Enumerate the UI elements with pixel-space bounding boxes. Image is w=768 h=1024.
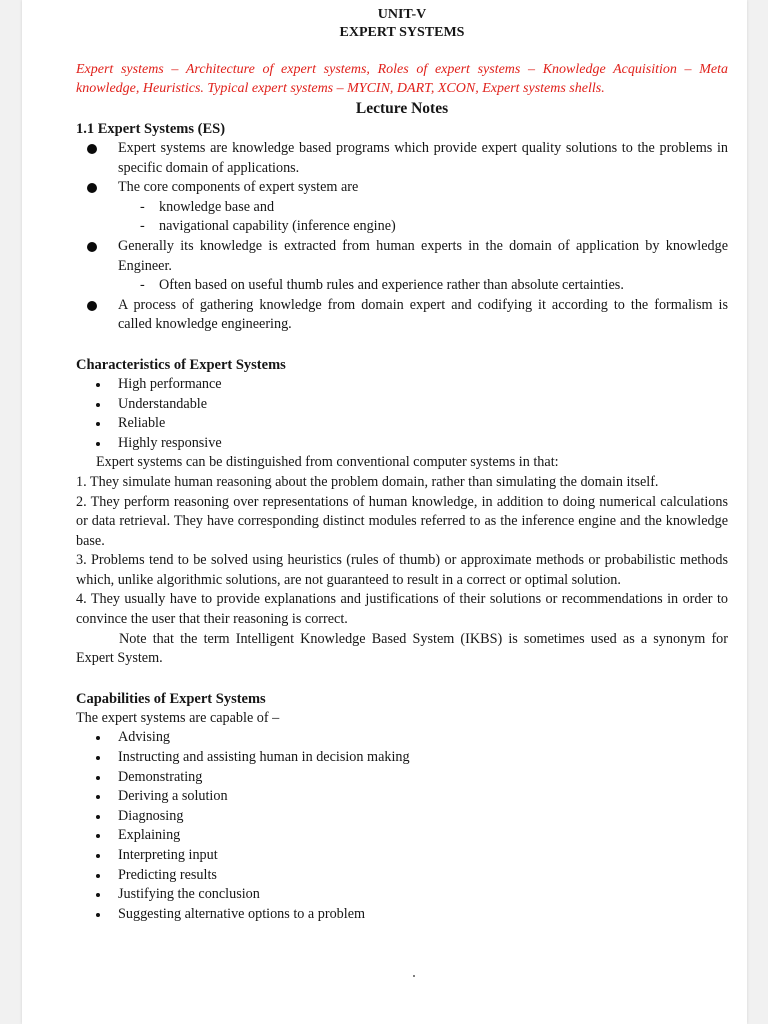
list-item: Reliable: [76, 414, 728, 434]
page-speck: [413, 975, 415, 977]
list-item: Explaining: [76, 826, 728, 846]
document-page: [22, 0, 747, 1024]
list-item: Demonstrating: [76, 768, 728, 788]
characteristic-point: 1. They simulate human reasoning about the problem domain, rather than simulating the domain itself.: [76, 473, 659, 490]
list-item: - knowledge base and: [76, 198, 728, 218]
list-item: Expert systems are knowledge based programs which provide expert quality solutions to the problems in specific domain of applications.: [76, 139, 728, 178]
list-item: Advising: [76, 728, 728, 748]
expert-systems-bullets-3: [76, 296, 728, 335]
characteristics-list: [76, 375, 728, 453]
list-item: Predicting results: [76, 866, 728, 886]
unit-title: EXPERT SYSTEMS: [339, 25, 465, 40]
capabilities-list: [76, 728, 728, 924]
syllabus-topics: Expert systems – Architecture of expert systems, Roles of expert systems – Knowledge Acquisition – Meta knowledge, Heuristics. Typical expert systems – MYCIN, DART, XCON, Expert systems shells.: [76, 62, 728, 96]
list-item: Interpreting input: [76, 846, 728, 866]
list-item: Diagnosing: [76, 807, 728, 827]
list-item: Generally its knowledge is extracted from human experts in the domain of application by knowledge Engineer.: [76, 237, 728, 276]
characteristics-intro: Expert systems can be distinguished from conventional computer systems in that:: [96, 454, 559, 471]
capabilities-intro: The expert systems are capable of –: [76, 709, 280, 726]
expert-systems-bullets: [76, 139, 728, 198]
characteristic-point: 4. They usually have to provide explanations and justifications of their solutions or recommendations in order to convince the user that their reasoning is correct.: [76, 591, 728, 628]
section-heading-expert-systems: 1.1 Expert Systems (ES): [76, 121, 226, 137]
section-heading-capabilities: Capabilities of Expert Systems: [76, 690, 266, 707]
list-item: Suggesting alternative options to a problem: [76, 905, 728, 925]
lecture-notes-heading: Lecture Notes: [355, 100, 449, 117]
characteristic-point: 2. They perform reasoning over representations of human knowledge, in addition to doing numerical calculations or data retrieval. They have corresponding distinct modules referred to as the inference engine and the knowledge base.: [76, 493, 728, 549]
list-item: Instructing and assisting human in decision making: [76, 748, 728, 768]
spacer: [76, 669, 728, 689]
list-item: Deriving a solution: [76, 787, 728, 807]
characteristic-point: 3. Problems tend to be solved using heuristics (rules of thumb) or approximate methods or probabilistic methods which, unlike algorithmic solutions, are not guaranteed to result in a correct or optimal solution.: [76, 552, 728, 588]
knowledge-note-list: [76, 276, 728, 296]
ikbs-note: Note that the term Intelligent Knowledge Based System (IKBS) is sometimes used as a synonym for Expert System.: [76, 630, 728, 667]
spacer: [76, 335, 728, 355]
list-item: A process of gathering knowledge from domain expert and codifying it according to the formalism is called knowledge engineering.: [76, 296, 728, 335]
list-item: The core components of expert system are: [76, 178, 728, 198]
list-item: - Often based on useful thumb rules and experience rather than absolute certainties.: [76, 276, 728, 296]
core-components-list: [76, 198, 728, 237]
list-item: Understandable: [76, 395, 728, 415]
list-item: High performance: [76, 375, 728, 395]
list-item: - navigational capability (inference engine): [76, 217, 728, 237]
unit-label: UNIT-V: [377, 7, 427, 22]
list-item: Justifying the conclusion: [76, 885, 728, 905]
list-item: Highly responsive: [76, 434, 728, 454]
document-content: [76, 6, 728, 924]
expert-systems-bullets-2: [76, 237, 728, 276]
section-heading-characteristics: Characteristics of Expert Systems: [76, 356, 286, 373]
